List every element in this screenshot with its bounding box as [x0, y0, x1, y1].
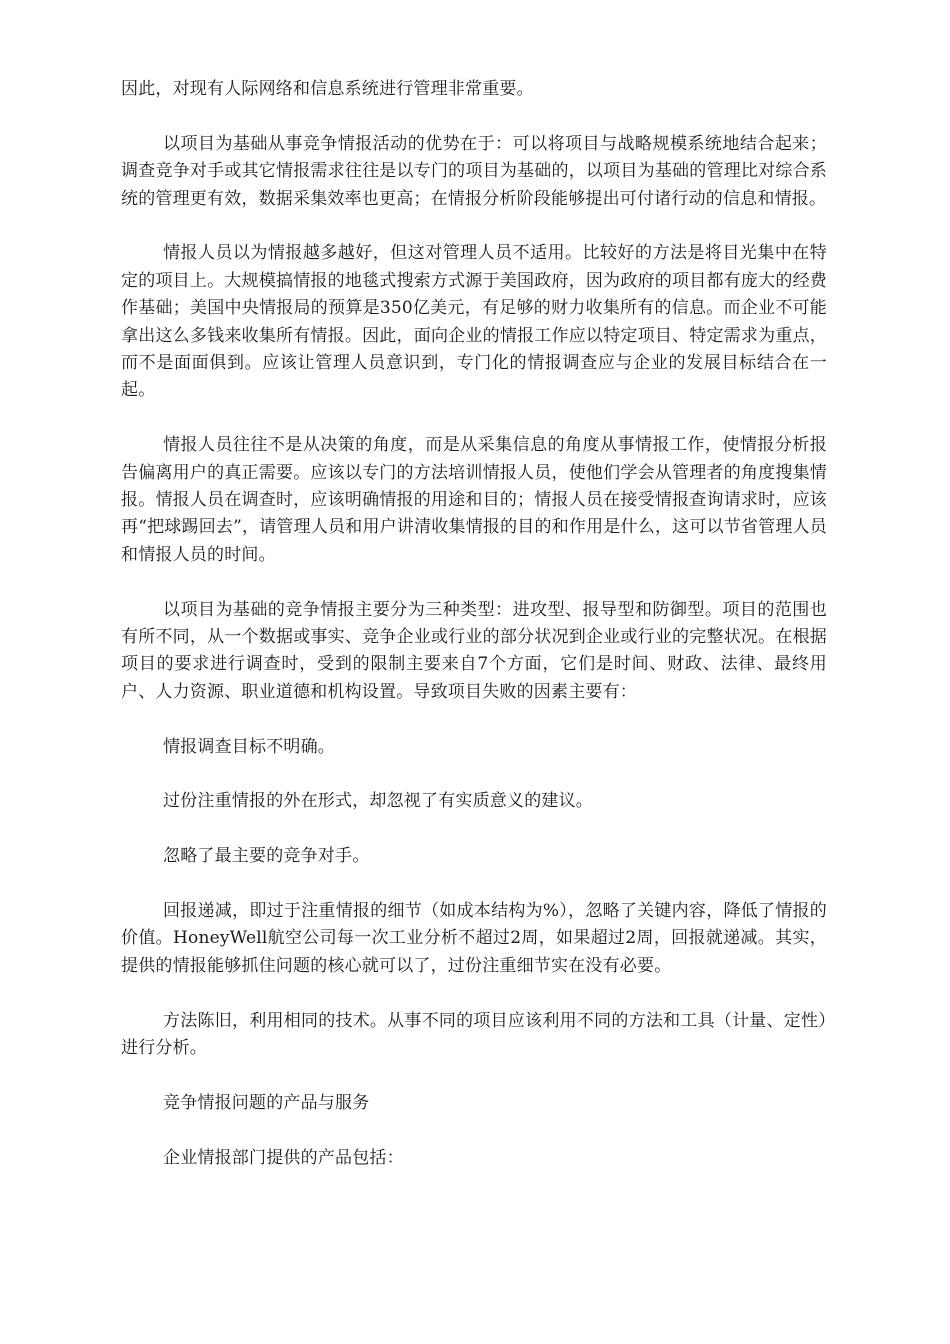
paragraph-failure-factor-5: 方法陈旧，利用相同的技术。从事不同的项目应该利用不同的方法和工具（计量、定性）进行分析。: [121, 1010, 827, 1059]
paragraph-intro: 因此，对现有人际网络和信息系统进行管理非常重要。: [121, 79, 534, 99]
paragraph-decision-perspective: 情报人员往往不是从决策的角度，而是从采集信息的角度从事情报工作，使情报分析报告偏离用户的真正需要。应该以专门的方法培训情报人员，使他们学会从管理者的角度搜集情报。情报人员在调查时，应该明确情报的用途和目的；情报人员在接受情报查询请求时，应该再“把球踢回去”，请管理人员和用户讲清收集情报的目的和作用是什么，这可以节省管理人员和情报人员的时间。: [121, 435, 827, 565]
paragraph-section-heading: 竞争情报问题的产品与服务: [163, 1092, 370, 1113]
paragraph-project-advantages: 以项目为基础从事竞争情报活动的优势在于：可以将项目与战略规模系统地结合起来；调查竞争对手或其它情报需求往往是以专门的项目为基础的，以项目为基础的管理比对综合系统的管理更有效，数据采集效率也更高；在情报分析阶段能够提出可付诸行动的信息和情报。: [121, 133, 827, 209]
paragraph-failure-factor-1: 情报调查目标不明确。: [163, 736, 335, 757]
paragraph-products-intro: 企业情报部门提供的产品包括：: [163, 1147, 404, 1168]
paragraph-failure-factor-4: 回报递减，即过于注重情报的细节（如成本结构为%），忽略了关键内容，降低了情报的价值。HoneyWell航空公司每一次工业分析不超过2周，如果超过2周，回报就递减。其实，提供的情报能够抓住问题的核心就可以了，过份注重细节实在没有必要。: [121, 901, 827, 976]
document-body: [121, 76, 827, 1199]
paragraph-project-types: 以项目为基础的竞争情报主要分为三种类型：进攻型、报导型和防御型。项目的范围也有所不同，从一个数据或事实、竞争企业或行业的部分状况到企业或行业的完整状况。在根据项目的要求进行调查时，受到的限制主要来自7个方面，它们是时间、财政、法律、最终用户、人力资源、职业道德和机构设置。导致项目失败的因素主要有：: [121, 599, 827, 702]
paragraph-failure-factor-3: 忽略了最主要的竞争对手。: [163, 846, 370, 867]
paragraph-failure-factor-2: 过份注重情报的外在形式，却忽视了有实质意义的建议。: [163, 791, 593, 812]
paragraph-focus-on-projects: 情报人员以为情报越多越好，但这对管理人员不适用。比较好的方法是将目光集中在特定的项目上。大规模搞情报的地毯式搜索方式源于美国政府，因为政府的项目都有庞大的经费作基础；美国中央情报局的预算是350亿美元，有足够的财力收集所有的信息。而企业不可能拿出这么多钱来收集所有情报。因此，面向企业的情报工作应以特定项目、特定需求为重点，而不是面面俱到。应该让管理人员意识到，专门化的情报调查应与企业的发展目标结合在一起。: [121, 243, 827, 401]
